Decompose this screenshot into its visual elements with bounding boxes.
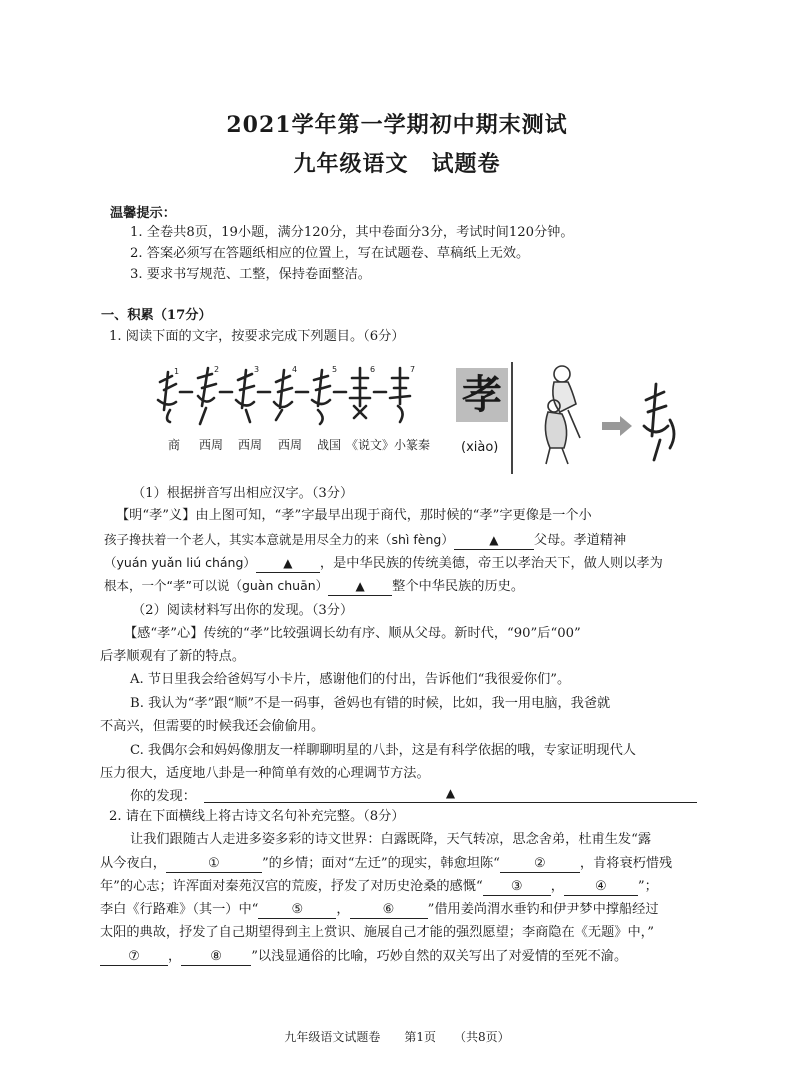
glyph-4 <box>274 370 292 420</box>
part1-line-1: 【明“孝”义】由上图可知，“孝”字最早出现于商代，那时候的“孝”字更像是一个小 <box>116 508 592 523</box>
svg-text:5: 5 <box>332 365 338 374</box>
svg-text:3: 3 <box>254 365 260 374</box>
arrow-right-icon <box>602 416 632 436</box>
option-b-line-2: 不高兴，但需要的时候我还会偷偷用。 <box>100 719 325 734</box>
part2-heading: （2）阅读材料写出你的发现。（3分） <box>132 603 354 618</box>
option-c-line-1: C. 我偶尔会和妈妈像朋友一样聊聊明星的八卦，这是有科学依据的哦，专家证明现代人 <box>130 743 636 758</box>
page-footer: 九年级语文试题卷 第1页 （共8页） <box>284 1030 510 1044</box>
section-heading: 一、积累（17分） <box>101 308 212 323</box>
notice-item-2: 2. 答案必须写在答题纸相应的位置上，写在试题卷、草稿纸上无效。 <box>130 246 530 261</box>
question-2-stem: 2. 请在下面横线上将古诗文名句补充完整。（8分） <box>109 809 405 824</box>
part2-para-1: 【感“孝”心】传统的“孝”比较强调长幼有序、顺从父母。新时代，“90”后“00” <box>124 626 581 641</box>
notice-heading: 温馨提示： <box>110 206 176 221</box>
glyph-3 <box>236 370 254 422</box>
q2-line-3: 年”的心志；许浑面对秦苑汉宫的荒废，抒发了对历史沧桑的感慨“ ③ ， ④ ”； <box>100 879 658 894</box>
child-carrying-elder-illustration <box>520 360 700 470</box>
glyph-label-3: 西周 <box>238 438 263 452</box>
svg-text:1: 1 <box>174 367 180 376</box>
q2-line-2: 从今夜白， ① ”的乡情；面对“左迁”的现实，韩愈坦陈“ ② ，肯将衰朽惜残 <box>100 856 673 871</box>
notice-item-1: 1. 全卷共8页，19小题，满分120分，其中卷面分3分，考试时间120分钟。 <box>130 225 574 240</box>
svg-text:2: 2 <box>214 365 220 374</box>
q2-line-4: 李白《行路难》（其一）中“ ⑤ ， ⑥ ”借用姜尚渭水垂钓和伊尹梦中撑船经过 <box>100 902 659 917</box>
finding-label: 你的发现： <box>130 789 196 804</box>
glyph-7 <box>390 368 410 422</box>
part1-line-4: 根本，一个“孝”可以说（guàn chuān） ▲ 整个中华民族的历史。 <box>104 578 525 594</box>
poem-blank-6[interactable]: ⑥ <box>350 902 428 919</box>
glyph-label-6: 《说文》小篆 <box>346 438 419 452</box>
poem-blank-4[interactable]: ④ <box>564 879 638 896</box>
q2-line-6: ⑦ ， ⑧ ”以浅显通俗的比喻，巧妙自然的双关写出了对爱情的至死不渝。 <box>100 947 627 967</box>
pinyin-blank-3[interactable]: ▲ <box>328 578 392 596</box>
notice-item-3: 3. 要求书写规范、工整，保持卷面整洁。 <box>130 267 371 282</box>
poem-blank-5[interactable]: ⑤ <box>258 902 336 919</box>
glyph-label-4: 西周 <box>278 438 303 452</box>
pinyin-blank-1[interactable]: ▲ <box>454 532 534 550</box>
xiao-seal-glyph <box>644 384 674 460</box>
poem-blank-2[interactable]: ② <box>500 856 580 873</box>
glyph-5 <box>312 370 330 424</box>
option-a: A. 节日里我会给爸妈写小卡片，感谢他们的付出，告诉他们“我很爱你们”。 <box>130 672 571 687</box>
pinyin-blank-2[interactable]: ▲ <box>256 555 320 573</box>
question-1-stem: 1. 阅读下面的文字，按要求完成下列题目。（6分） <box>109 329 405 344</box>
poem-blank-1[interactable]: ① <box>166 856 262 873</box>
glyph-6 <box>350 368 370 418</box>
modern-xiao-char: 孝 <box>456 368 508 422</box>
q2-line-5: 太阳的典故，抒发了自己期望得到主上赏识、施展自己才能的强烈愿望；李商隐在《无题》中，” <box>100 925 655 940</box>
glyph-label-5: 战国 <box>317 438 342 452</box>
finding-answer-line[interactable]: ▲ <box>204 786 697 803</box>
option-c-line-2: 压力很大，适度地八卦是一种简单有效的心理调节方法。 <box>100 766 430 781</box>
ancient-glyph-evolution <box>150 362 450 442</box>
glyph-label-1: 商 <box>168 438 181 452</box>
svg-text:6: 6 <box>370 365 376 374</box>
poem-blank-3[interactable]: ③ <box>483 879 551 896</box>
exam-subtitle: 九年级语文 试题卷 <box>293 151 501 177</box>
part2-para-2: 后孝顺观有了新的特点。 <box>100 649 246 664</box>
exam-title: 2021学年第一学期初中期末测试 <box>226 112 568 138</box>
glyph-2 <box>198 368 216 424</box>
glyph-1 <box>158 372 176 422</box>
part1-line-2: 孩子搀扶着一个老人，其实本意就是用尽全力的来（shì fèng） ▲ 父母。孝道精神 <box>104 532 627 548</box>
part1-line-3: （yuán yuǎn liú cháng） ▲ ，是中华民族的传统美德，帝王以孝治天下，做人则以孝为 <box>104 555 663 571</box>
q2-line-1: 让我们跟随古人走进多姿多彩的诗文世界：白露既降，天气转凉，思念舍弟，杜甫生发“露 <box>130 832 652 847</box>
svg-text:7: 7 <box>410 365 416 374</box>
figure-divider <box>511 362 513 474</box>
xiao-pinyin: (xiào) <box>461 440 499 455</box>
glyph-label-2: 西周 <box>199 438 224 452</box>
glyph-label-7: 秦 <box>418 438 431 452</box>
option-b-line-1: B. 我认为“孝”跟“顺”不是一码事，爸妈也有错的时候，比如，我一用电脑，我爸就 <box>130 696 611 711</box>
svg-text:4: 4 <box>292 365 298 374</box>
part1-heading: （1）根据拼音写出相应汉字。（3分） <box>132 486 354 501</box>
poem-blank-8[interactable]: ⑧ <box>181 949 251 966</box>
poem-blank-7[interactable]: ⑦ <box>100 949 168 966</box>
